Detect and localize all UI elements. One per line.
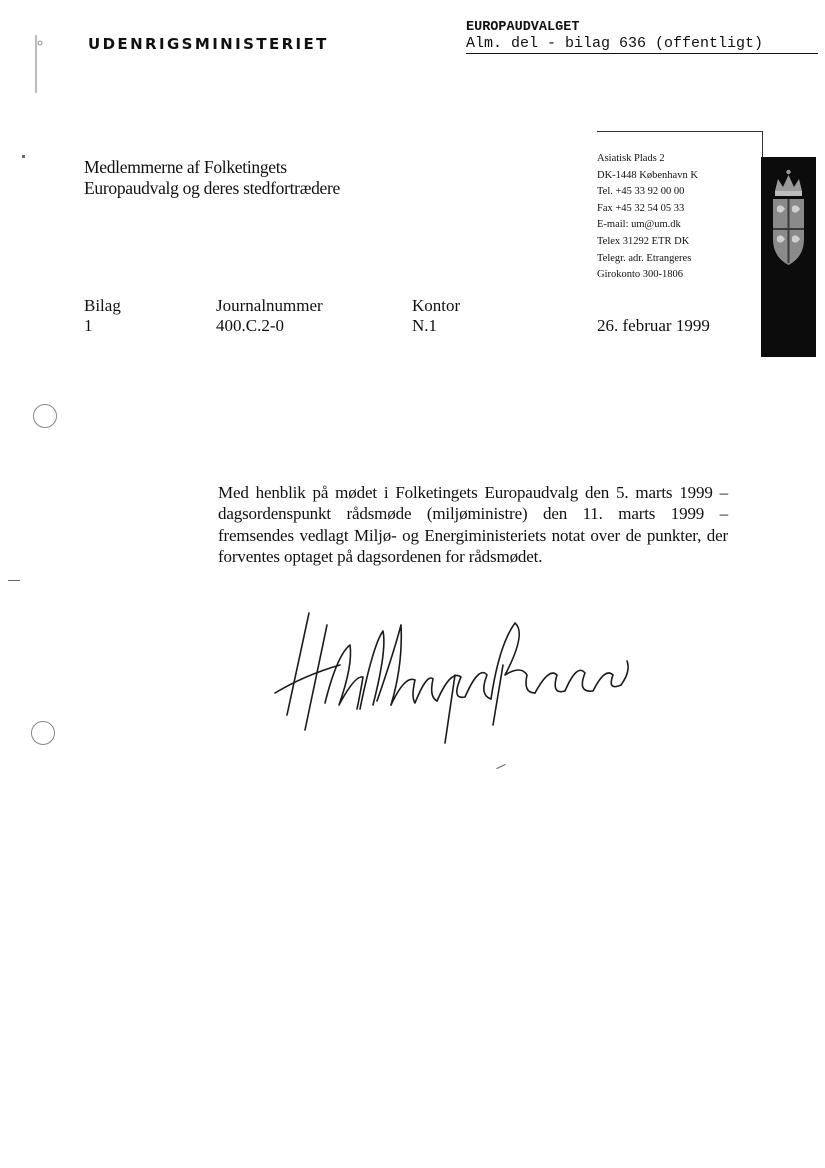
body-paragraph: Med henblik på mødet i Folketingets Europaudvalg den 5. marts 1999 – dagsordenspunkt rådsmøde (miljøministre) den 11. marts 1999 – fremsendes vedlagt Miljø- og Energiministeriets notat over de punkter, der forventes optaget på dagsordenen for rådsmødet.	[218, 483, 728, 567]
punch-hole-top	[33, 404, 57, 428]
letter-date: 26. februar 1999	[597, 316, 710, 335]
ministry-name	[88, 35, 329, 53]
journal-value: 400.C.2-0	[216, 316, 284, 335]
address-rule	[597, 131, 763, 132]
bilag-value: 1	[84, 316, 93, 335]
ministry-name-text: UDENRIGSMINISTERIET	[88, 35, 329, 53]
stamp-title: EUROPAUDVALGET	[466, 20, 580, 35]
bilag-column	[84, 296, 121, 336]
address-line: DK-1448 København K	[597, 169, 698, 181]
royal-crest-icon	[761, 157, 816, 357]
address-rule-vertical	[762, 131, 763, 157]
address-line: Fax +45 32 54 05 33	[597, 202, 685, 214]
recipient-block	[84, 157, 340, 199]
address-line: Telegr. adr. Etrangeres	[597, 252, 692, 264]
address-line: Girokonto 300-1806	[597, 269, 684, 281]
handwritten-signature	[265, 605, 640, 755]
kontor-label: Kontor	[412, 296, 461, 315]
stray-mark	[496, 764, 505, 769]
address-line: E-mail: um@um.dk	[597, 219, 681, 231]
crest-bar	[761, 157, 816, 357]
bilag-label: Bilag	[84, 296, 121, 315]
margin-dot	[22, 155, 25, 158]
kontor-value: N.1	[412, 316, 438, 335]
address-line: Telex 31292 ETR DK	[597, 235, 690, 247]
address-line: Asiatisk Plads 2	[597, 153, 665, 164]
margin-mark-icon	[28, 33, 48, 95]
stamp-reference: Alm. del - bilag 636 (offentligt)	[466, 35, 818, 54]
recipient-line: Europaudvalg og deres stedfortrædere	[84, 178, 340, 198]
kontor-column	[412, 296, 460, 336]
journal-column	[216, 296, 323, 336]
sender-address	[597, 151, 698, 284]
address-line: Tel. +45 33 92 00 00	[597, 186, 685, 198]
fold-mark	[8, 580, 20, 581]
journal-label: Journalnummer	[216, 296, 323, 315]
recipient-line: Medlemmerne af Folketingets	[84, 157, 287, 177]
punch-hole-bottom	[31, 721, 55, 745]
